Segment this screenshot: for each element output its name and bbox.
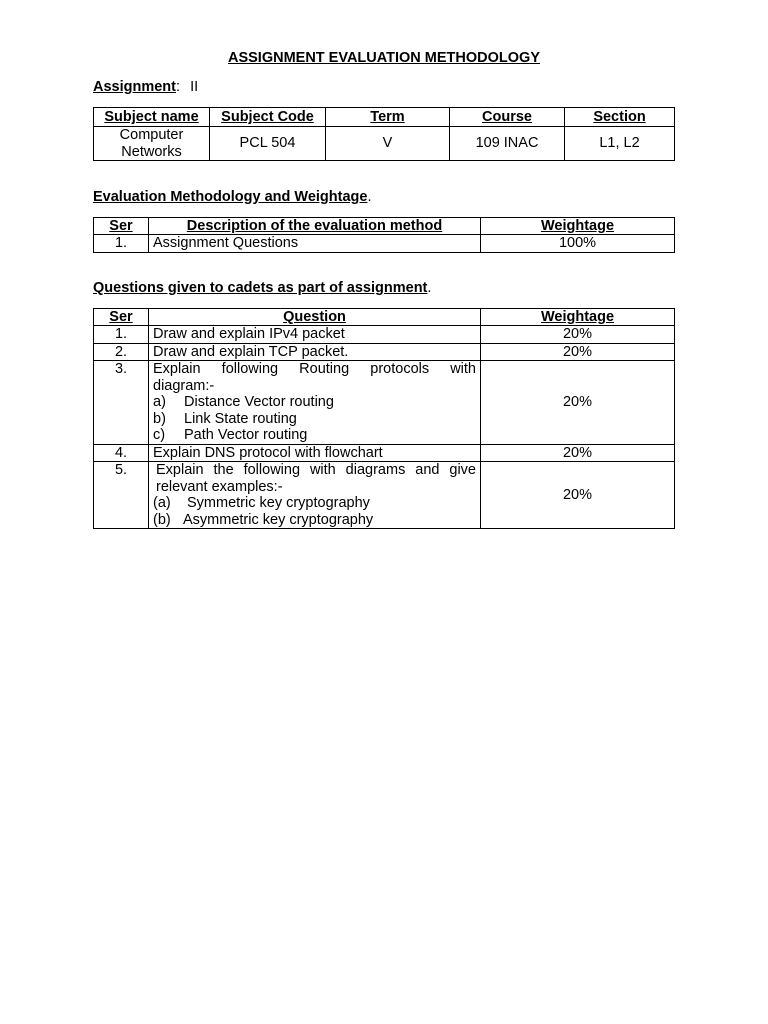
evaluation-heading-text: Evaluation Methodology and Weightage	[93, 189, 368, 205]
assignment-colon: :	[176, 79, 181, 95]
cell-ser: 3.	[94, 361, 149, 445]
cell-weightage: 20%	[481, 326, 675, 344]
cell-weightage: 20%	[481, 361, 675, 445]
header-ser: Ser	[94, 218, 149, 235]
question-text-line2: relevant examples:-	[156, 478, 283, 495]
evaluation-table-header	[94, 218, 675, 235]
questions-heading-suffix: .	[427, 280, 432, 296]
cell-weightage: 20%	[481, 462, 675, 529]
questions-heading	[93, 280, 431, 296]
list-item	[153, 512, 476, 529]
assignment-line	[93, 79, 198, 95]
header-subject-name: Subject name	[94, 108, 210, 127]
header-section: Section	[565, 108, 675, 127]
cell-weightage: 20%	[481, 444, 675, 462]
list-marker: a)	[153, 394, 166, 410]
header-question: Question	[149, 309, 481, 326]
cell-term: V	[326, 127, 450, 161]
evaluation-table	[93, 217, 675, 253]
list-text: Path Vector routing	[184, 427, 308, 443]
evaluation-heading	[93, 189, 371, 205]
table-row	[94, 462, 675, 529]
list-marker: c)	[153, 427, 166, 443]
table-row	[94, 444, 675, 462]
subject-table	[93, 107, 675, 161]
cell-weightage: 20%	[481, 343, 675, 361]
header-weightage: Weightage	[481, 309, 675, 326]
header-course: Course	[450, 108, 565, 127]
list-marker: b)	[153, 410, 166, 427]
list-marker: (a)	[153, 495, 171, 511]
cell-ser: 4.	[94, 444, 149, 462]
header-ser: Ser	[94, 309, 149, 326]
cell-question	[149, 462, 481, 529]
header-description: Description of the evaluation method	[149, 218, 481, 235]
table-row	[94, 326, 675, 344]
list-item	[153, 495, 476, 512]
cell-question: Explain DNS protocol with flowchart	[149, 444, 481, 462]
subject-table-row	[94, 127, 675, 161]
cell-description: Assignment Questions	[149, 235, 481, 253]
cell-section: L1, L2	[565, 127, 675, 161]
evaluation-heading-suffix: .	[367, 189, 372, 205]
cell-ser: 2.	[94, 343, 149, 361]
question-text-line2: diagram:-	[153, 377, 215, 394]
cell-ser: 1.	[94, 235, 149, 253]
header-subject-code: Subject Code	[210, 108, 326, 127]
list-item	[153, 394, 476, 411]
cell-ser: 5.	[94, 462, 149, 529]
list-item	[153, 411, 476, 428]
page-title: ASSIGNMENT EVALUATION METHODOLOGY	[227, 50, 541, 66]
table-row	[94, 361, 675, 445]
table-row	[94, 343, 675, 361]
header-weightage: Weightage	[481, 218, 675, 235]
cell-question: Draw and explain TCP packet.	[149, 343, 481, 361]
table-row	[94, 235, 675, 253]
list-text: Asymmetric key cryptography	[183, 511, 374, 528]
header-term: Term	[326, 108, 450, 127]
list-marker: (b)	[153, 511, 171, 528]
questions-heading-text: Questions given to cadets as part of assignment	[93, 280, 428, 296]
question-text-line1: Explain following Routing protocols with	[153, 361, 476, 377]
assignment-label: Assignment	[93, 79, 176, 95]
list-item	[153, 427, 476, 444]
question-text-line1: Explain the following with diagrams and give	[156, 462, 476, 478]
questions-table	[93, 308, 675, 529]
assignment-value: II	[190, 79, 199, 95]
questions-table-header	[94, 309, 675, 326]
cell-subject-code: PCL 504	[210, 127, 326, 161]
cell-ser: 1.	[94, 326, 149, 344]
list-text: Distance Vector routing	[184, 394, 334, 410]
list-text: Symmetric key cryptography	[187, 495, 370, 511]
cell-course: 109 INAC	[450, 127, 565, 161]
cell-question: Draw and explain IPv4 packet	[149, 326, 481, 344]
subject-table-header	[94, 108, 675, 127]
cell-subject-name: Computer Networks	[94, 127, 210, 161]
cell-question	[149, 361, 481, 445]
cell-weightage: 100%	[481, 235, 675, 253]
list-text: Link State routing	[184, 410, 297, 427]
